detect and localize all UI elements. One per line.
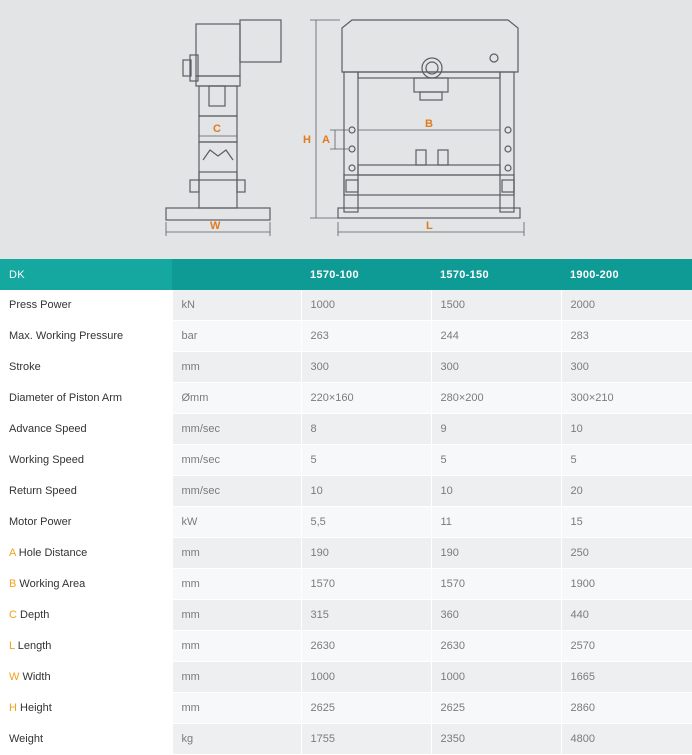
- row-label: [0, 693, 172, 724]
- row-value: 10: [561, 414, 692, 445]
- row-label-text: Length: [17, 640, 52, 652]
- row-label: [0, 600, 172, 631]
- spec-table: [0, 259, 692, 755]
- row-label: [0, 445, 172, 476]
- row-value: 15: [561, 507, 692, 538]
- row-value: 315: [301, 600, 431, 631]
- row-value: 2630: [301, 631, 431, 662]
- row-value: 1000: [431, 662, 561, 693]
- row-label: [0, 383, 172, 414]
- table-row: [0, 321, 692, 352]
- row-dimension-letter: C: [9, 609, 17, 621]
- row-value: 2860: [561, 693, 692, 724]
- row-value: 2625: [301, 693, 431, 724]
- row-unit: Ømm: [172, 383, 301, 414]
- dim-label-h: H: [303, 134, 311, 146]
- row-unit: mm: [172, 631, 301, 662]
- row-value: 263: [301, 321, 431, 352]
- row-value: 2570: [561, 631, 692, 662]
- row-value: 5,5: [301, 507, 431, 538]
- table-row: [0, 383, 692, 414]
- row-label-text: Working Area: [19, 578, 86, 590]
- spec-table-body: [0, 290, 692, 755]
- row-value: 4800: [561, 724, 692, 755]
- row-unit: mm/sec: [172, 414, 301, 445]
- table-row: [0, 724, 692, 755]
- row-value: 5: [561, 445, 692, 476]
- row-value: 250: [561, 538, 692, 569]
- row-value: 5: [431, 445, 561, 476]
- row-label: [0, 569, 172, 600]
- table-row: [0, 476, 692, 507]
- table-row: [0, 290, 692, 321]
- row-value: 360: [431, 600, 561, 631]
- row-value: 190: [431, 538, 561, 569]
- side-cylinder-top: [196, 24, 240, 76]
- row-unit: kW: [172, 507, 301, 538]
- row-value: 5: [301, 445, 431, 476]
- row-value: 2350: [431, 724, 561, 755]
- row-value: 10: [301, 476, 431, 507]
- row-label: [0, 476, 172, 507]
- table-row: [0, 662, 692, 693]
- side-motor: [240, 20, 281, 62]
- row-label-text: Depth: [20, 609, 50, 621]
- table-row: [0, 693, 692, 724]
- row-label-text: Stroke: [9, 361, 41, 373]
- row-value: 300: [561, 352, 692, 383]
- row-value: 300: [431, 352, 561, 383]
- table-row: [0, 538, 692, 569]
- row-unit: mm: [172, 538, 301, 569]
- table-row: [0, 507, 692, 538]
- row-label: [0, 507, 172, 538]
- row-value: 1570: [301, 569, 431, 600]
- row-value: 11: [431, 507, 561, 538]
- row-unit: mm: [172, 569, 301, 600]
- header-model-2: 1570-150: [431, 259, 561, 290]
- header-model-3: 1900-200: [561, 259, 692, 290]
- row-unit: mm: [172, 352, 301, 383]
- row-value: 283: [561, 321, 692, 352]
- header-model-1: 1570-100: [301, 259, 431, 290]
- row-label: [0, 662, 172, 693]
- table-row: [0, 445, 692, 476]
- row-label-text: Motor Power: [9, 516, 72, 528]
- dim-label-a: A: [322, 134, 330, 146]
- dim-label-c: C: [213, 123, 221, 135]
- row-value: 190: [301, 538, 431, 569]
- row-unit: mm: [172, 693, 301, 724]
- front-cylinder-housing: [342, 20, 518, 72]
- row-value: 1755: [301, 724, 431, 755]
- row-label-text: Diameter of Piston Arm: [9, 392, 123, 404]
- row-label-text: Height: [20, 702, 52, 714]
- row-unit: kN: [172, 290, 301, 321]
- row-unit: mm/sec: [172, 476, 301, 507]
- row-value: 1500: [431, 290, 561, 321]
- row-value: 300: [301, 352, 431, 383]
- row-value: 280×200: [431, 383, 561, 414]
- row-value: 20: [561, 476, 692, 507]
- row-value: 1900: [561, 569, 692, 600]
- row-dimension-letter: H: [9, 702, 17, 714]
- row-label: [0, 631, 172, 662]
- row-dimension-letter: W: [9, 671, 20, 683]
- row-value: 9: [431, 414, 561, 445]
- dim-label-b: B: [425, 118, 433, 130]
- spec-table-header: [0, 259, 692, 290]
- dim-label-w: W: [210, 220, 221, 232]
- header-unit: [172, 259, 301, 290]
- row-label: [0, 352, 172, 383]
- row-label-text: Hole Distance: [18, 547, 88, 559]
- row-value: 2625: [431, 693, 561, 724]
- row-label-text: Press Power: [9, 299, 72, 311]
- row-label-text: Weight: [9, 733, 44, 745]
- row-unit: mm: [172, 662, 301, 693]
- row-label-text: Working Speed: [9, 454, 85, 466]
- row-value: 300×210: [561, 383, 692, 414]
- row-value: 2630: [431, 631, 561, 662]
- row-dimension-letter: A: [9, 547, 16, 559]
- row-value: 8: [301, 414, 431, 445]
- dim-label-l: L: [426, 220, 433, 232]
- header-model-family: DK: [0, 259, 172, 290]
- row-value: 1570: [431, 569, 561, 600]
- row-unit: bar: [172, 321, 301, 352]
- row-dimension-letter: L: [9, 640, 15, 652]
- press-drawing-svg: [0, 0, 692, 259]
- row-label-text: Return Speed: [9, 485, 77, 497]
- row-value: 10: [431, 476, 561, 507]
- row-label: [0, 538, 172, 569]
- row-value: 1000: [301, 290, 431, 321]
- row-label: [0, 290, 172, 321]
- row-unit: mm: [172, 600, 301, 631]
- row-value: 1665: [561, 662, 692, 693]
- row-value: 1000: [301, 662, 431, 693]
- row-value: 440: [561, 600, 692, 631]
- row-label-text: Advance Speed: [9, 423, 87, 435]
- row-label-text: Max. Working Pressure: [9, 330, 124, 342]
- row-value: 2000: [561, 290, 692, 321]
- table-row: [0, 600, 692, 631]
- front-base: [338, 208, 520, 218]
- table-row: [0, 631, 692, 662]
- row-label-text: Width: [22, 671, 51, 683]
- row-dimension-letter: B: [9, 578, 17, 590]
- side-base: [166, 208, 270, 220]
- row-label: [0, 414, 172, 445]
- row-unit: kg: [172, 724, 301, 755]
- row-label: [0, 321, 172, 352]
- table-row: [0, 569, 692, 600]
- press-technical-drawing: [0, 0, 692, 259]
- table-row: [0, 414, 692, 445]
- row-value: 244: [431, 321, 561, 352]
- row-unit: mm/sec: [172, 445, 301, 476]
- row-label: [0, 724, 172, 755]
- row-value: 220×160: [301, 383, 431, 414]
- table-row: [0, 352, 692, 383]
